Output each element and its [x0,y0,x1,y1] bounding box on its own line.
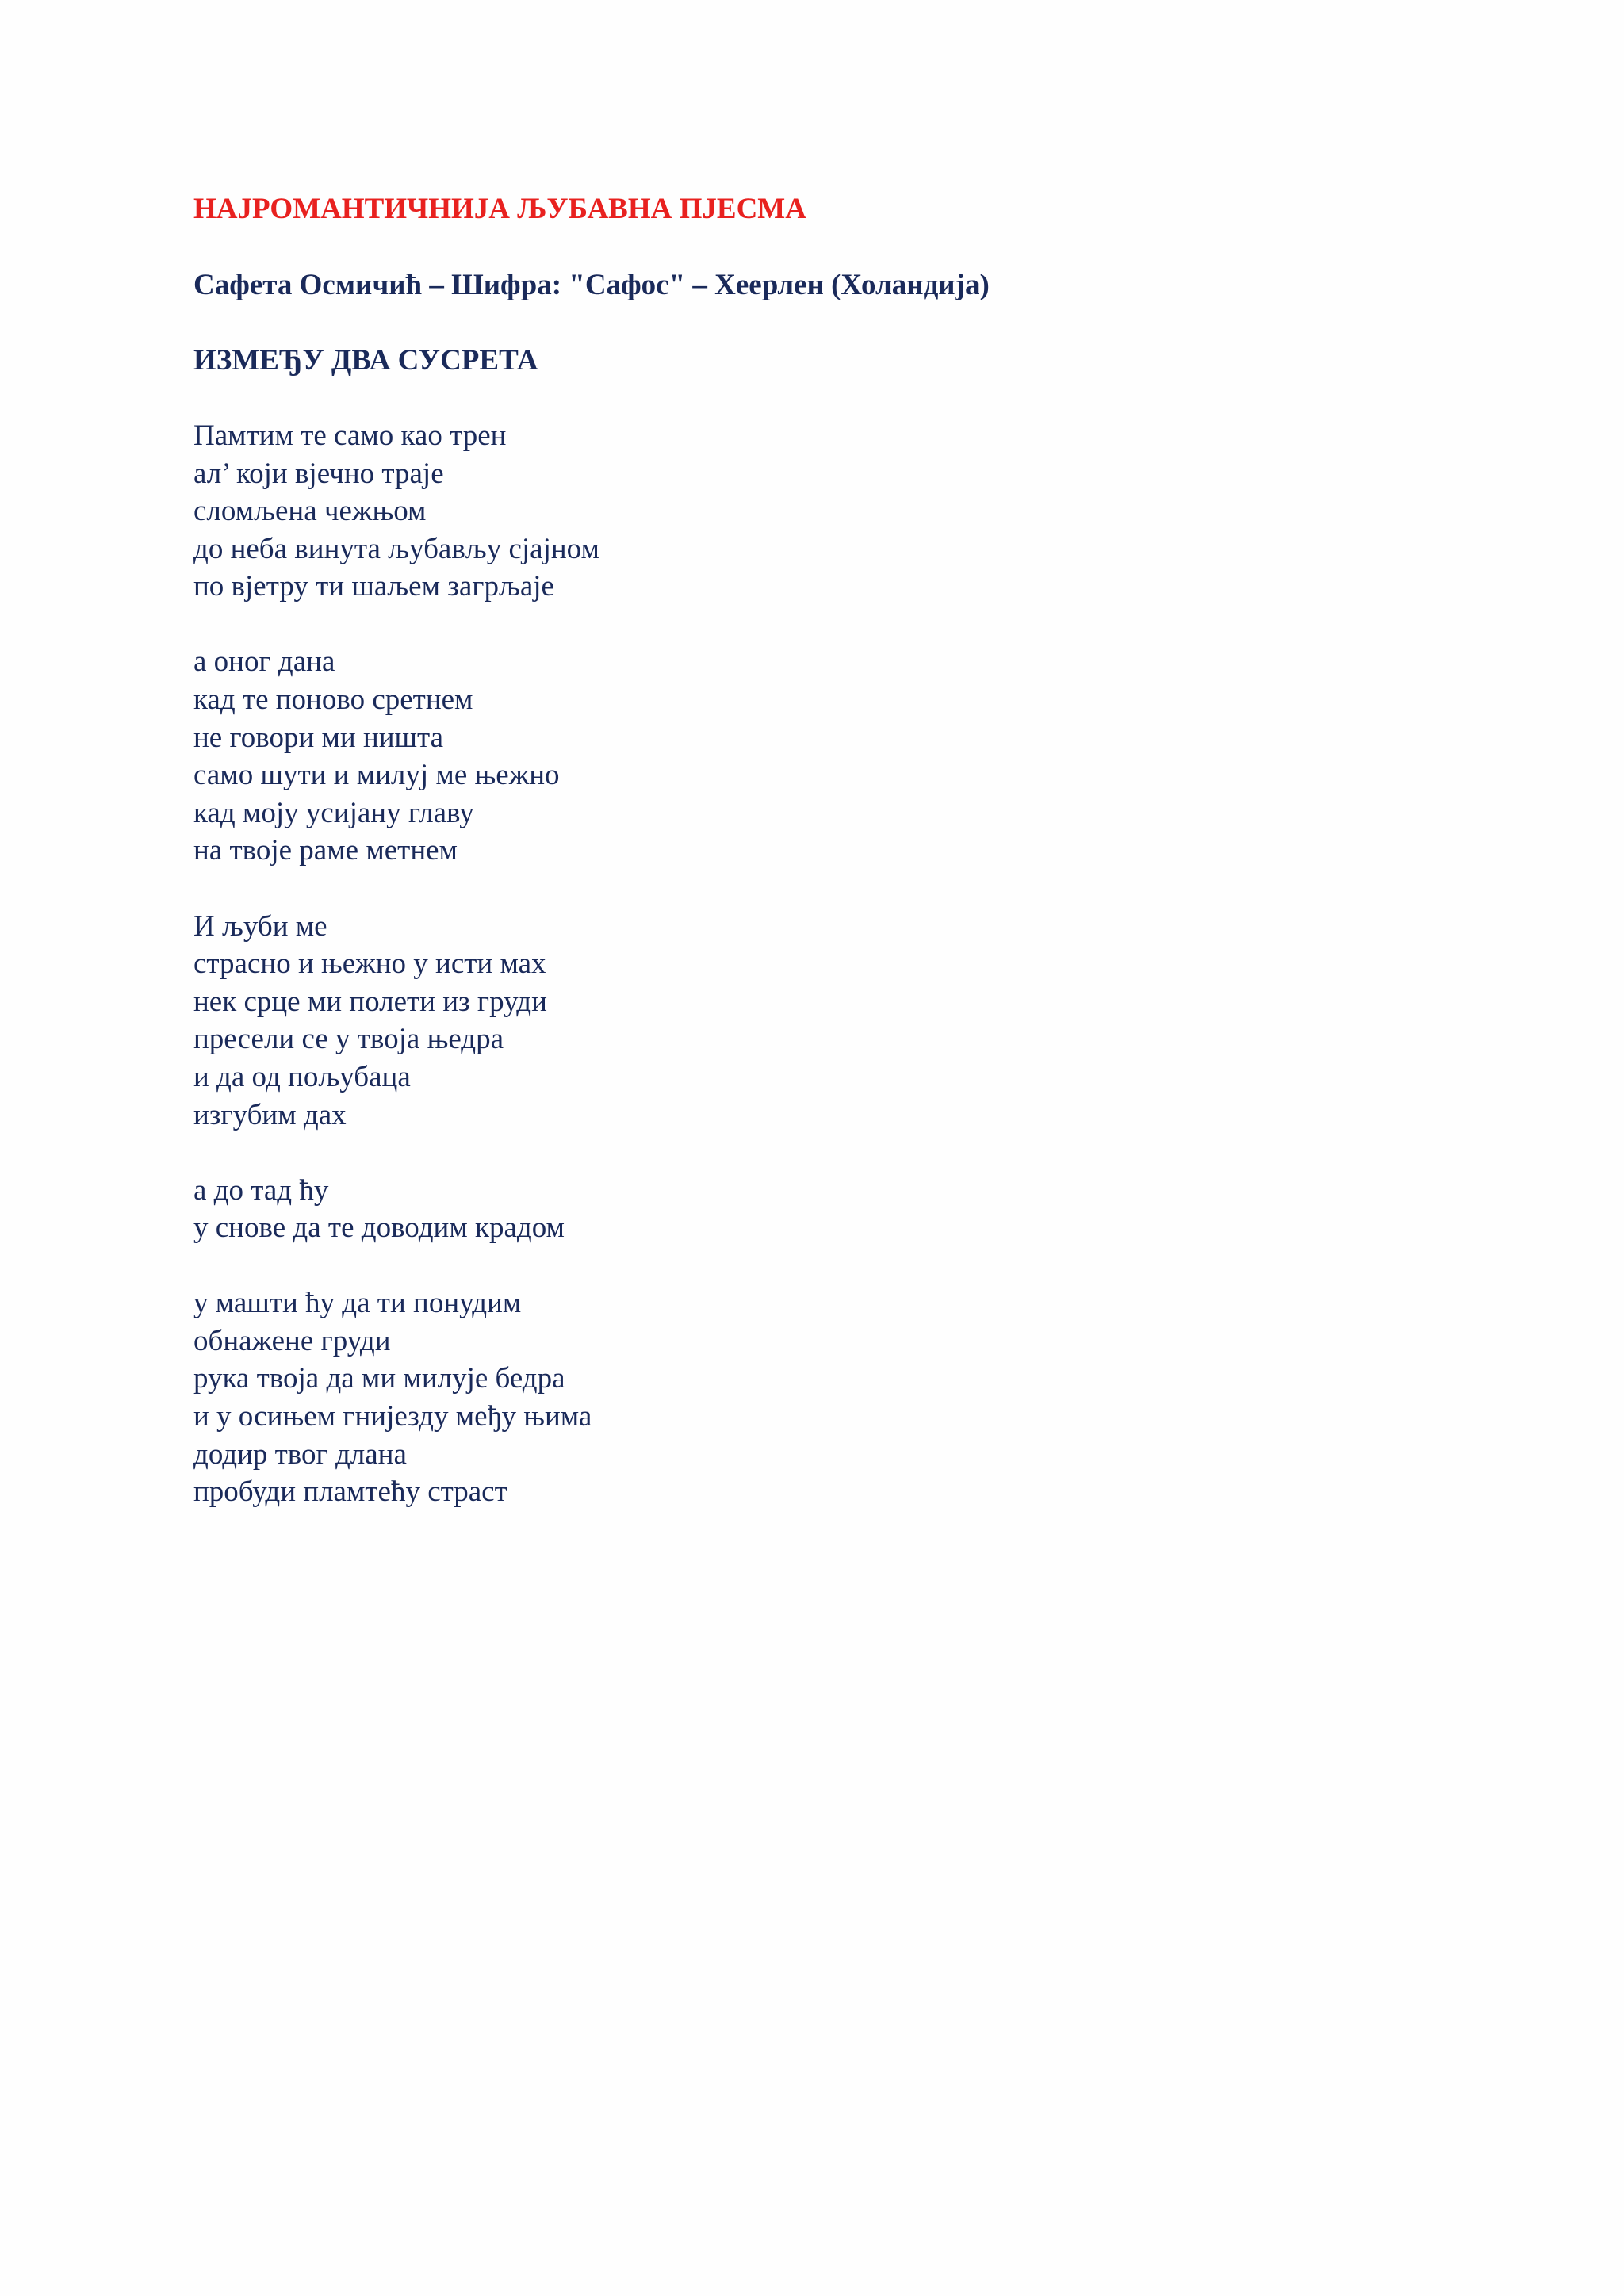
poem-line: пресели се у твоја њедра [193,1023,504,1056]
poem-line: у снове да те доводим крадом [193,1211,565,1245]
poem-line: ал’ који вјечно траје [193,457,444,490]
poem-line: и у осињем гнијезду међу њима [193,1400,592,1433]
category-heading: НАЈРОМАНТИЧНИЈА ЉУБАВНА ПЈЕСМА [193,193,806,225]
poem-line: изгубим дах [193,1098,347,1131]
stanza-5 [193,1284,1462,1511]
author-line: Сафета Осмичић – Шифра: "Сафос" – Хеерлен (Холандија) [193,269,990,301]
stanza-1 [193,417,1462,606]
poem-line: рука твоја да ми милује бедра [193,1362,565,1395]
poem-line: пробуди пламтећу страст [193,1475,508,1509]
poem-line: не говори ми ништа [193,721,444,754]
poem-line: нек срце ми полети из груди [193,985,547,1018]
poem-line: Памтим те само као трен [193,419,507,452]
poem-line: И љуби ме [193,909,327,943]
stanza-3 [193,908,1462,1135]
poem-line: страсно и њежно у исти мах [193,947,546,981]
poem-line: у машти ћу да ти понудим [193,1287,522,1320]
stanza-2 [193,643,1462,870]
poem-line: само шути и милуј ме њежно [193,759,560,792]
poem-line: на твоје раме метнем [193,834,458,867]
poem-line: до неба винута љубављу сјајном [193,532,599,565]
poem-line: кад те поново сретнем [193,683,473,717]
poem-line: додир твог длана [193,1437,407,1471]
poem-line: а оног дана [193,645,335,679]
document-content [193,190,1462,1548]
poem-line: кад моју усијану главу [193,796,474,829]
poem-line: а до тад ћу [193,1173,329,1207]
poem-line: сломљена чежњом [193,495,427,528]
poem-title: ИЗМЕЂУ ДВА СУСРЕТА [193,344,538,377]
poem-line: обнажене груди [193,1324,391,1357]
poem-line: и да од пољубаца [193,1060,411,1093]
stanza-4 [193,1172,1462,1247]
poem-line: по вјетру ти шаљем загрљаје [193,570,554,603]
